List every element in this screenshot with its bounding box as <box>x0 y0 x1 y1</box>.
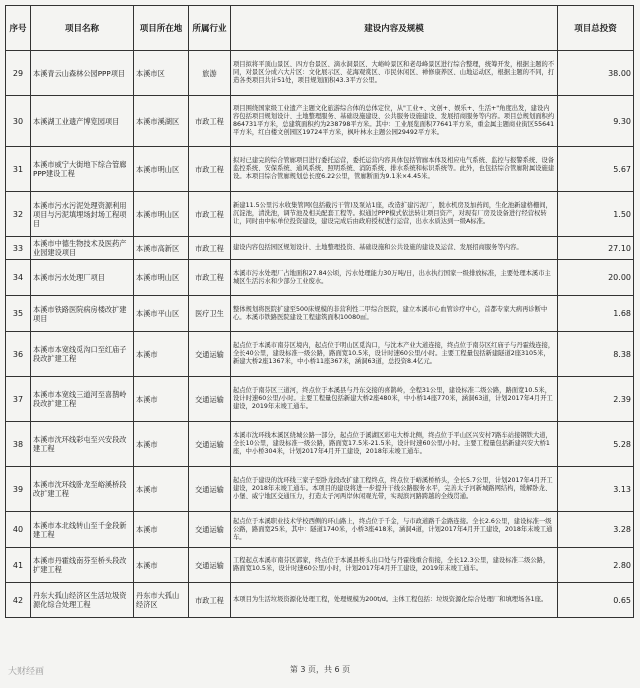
row-industry: 市政工程 <box>189 237 231 260</box>
row-industry: 市政工程 <box>189 147 231 192</box>
row-investment: 1.68 <box>558 296 634 332</box>
row-project-name: 本溪市本北线转山至千金段新建工程 <box>31 512 134 548</box>
row-project-name: 本溪青云山森林公园PPP项目 <box>31 51 134 96</box>
header-investment: 项目总投资 <box>558 6 634 51</box>
row-seq: 42 <box>6 583 31 618</box>
row-investment: 20.00 <box>558 260 634 296</box>
row-seq: 38 <box>6 422 31 467</box>
row-content: 起点位于建设的沈环线三家子至卧龙段改扩建工程终点，终点位于峪溪桥桥头，全长5.7公里，计划2017年4月开工建设，2018年末竣工通车。本项目的建设将进一步提升干线公路服务水平，完善太子河新城路网结构，缓解卧龙、小堡、威宁地区交通压力，打造太子河两岸休闲观光带，实现滨河路跨越的全线贯通。 <box>231 467 558 512</box>
row-project-name: 本溪市沈环线彩屯至兴安段改建工程 <box>31 422 134 467</box>
row-investment: 3.13 <box>558 467 634 512</box>
row-location: 本溪市溪湖区 <box>134 96 189 147</box>
table-row <box>6 583 634 618</box>
row-project-name: 本溪市污水污泥处理资源利用项目与污泥填埋场封场工程项目 <box>31 192 134 237</box>
row-project-name: 本溪市本宽线三道河至喜鹊岭段改扩建工程 <box>31 377 134 422</box>
row-location: 本溪市 <box>134 467 189 512</box>
table-row <box>6 237 634 260</box>
row-content: 项目拟将平顶山景区、四方台景区、滴水洞景区、大峪岭景区和老母峰景区进行综合整理，统筹开发，根据主题的不同，对景区分成六大片区：文化展示区、花海观赏区、市民休闲区、禅修康养区、山地运动区，根据主题的不同，打造各类项目共计51处，项目规划面积43.3平方公里。 <box>231 51 558 96</box>
row-seq: 32 <box>6 192 31 237</box>
row-seq: 40 <box>6 512 31 548</box>
row-content: 项目围绕国家级工业遗产主题文化旅游综合体的总体定位，从"工业+、文创+、娱乐+、生活+"角度出发，建设内容包括项目规划设计、土地整理服务、基础设施建设、公共服务设施建设、发展招商服务等内容。项目总规划面积约864731平方米，总建筑面积约为238798平方米。其中：工业展览面积77641平方米，重金属主题商业街区55641平方米，红白楼文创园区19724平方米，枫叶林水主题公园29492平方米。 <box>231 96 558 147</box>
row-industry: 交通运输 <box>189 512 231 548</box>
row-project-name: 本溪湖工业遗产博览园项目 <box>31 96 134 147</box>
row-content: 工程起点本溪市南芬区郭家，终点位于本溪县桥头出口处与丹霍线重合衔接，全长12.3公里，建设标准二级公路，路面宽10.5米，设计时速60公里/小时，计划2017年4月开工建设，2019年末竣工通车。 <box>231 548 558 583</box>
row-industry: 旅游 <box>189 51 231 96</box>
row-industry: 医疗卫生 <box>189 296 231 332</box>
row-seq: 29 <box>6 51 31 96</box>
table-row <box>6 332 634 377</box>
row-project-name: 本溪市沈环线卧龙至峪溪桥段改扩建工程 <box>31 467 134 512</box>
row-location: 本溪市平山区 <box>134 296 189 332</box>
row-location: 本溪市明山区 <box>134 147 189 192</box>
row-seq: 30 <box>6 96 31 147</box>
row-project-name: 本溪市中德生物技术及医药产业园建设项目 <box>31 237 134 260</box>
row-project-name: 本溪市丹霍线南芬至桥头段改扩建工程 <box>31 548 134 583</box>
header-industry: 所属行业 <box>189 6 231 51</box>
row-investment: 5.28 <box>558 422 634 467</box>
table-row <box>6 96 634 147</box>
table-row <box>6 147 634 192</box>
row-content: 新建11.5公里污水收集管网(包括截污干管)及泵站1座，改造扩建污泥厂，脱水机房及加药间，生化池新建格栅间，沉淀池，清洗池，调节池及相关配套工程等。拟通过PPP模式依法转让项目资产，对现有厂房及设备进行经营权转让，同时由中标单位投资建设，建设完成后由政府授权进行运营，出水水质达到一级A标准。 <box>231 192 558 237</box>
table-row <box>6 192 634 237</box>
row-investment: 0.65 <box>558 583 634 618</box>
row-investment: 2.39 <box>558 377 634 422</box>
row-location: 本溪市 <box>134 332 189 377</box>
row-project-name: 本溪市铁路医院病房楼改扩建项目 <box>31 296 134 332</box>
table-row <box>6 467 634 512</box>
row-project-name: 本溪市污水处理厂项目 <box>31 260 134 296</box>
row-industry: 交通运输 <box>189 548 231 583</box>
row-industry: 交通运输 <box>189 332 231 377</box>
table-row <box>6 512 634 548</box>
row-investment: 38.00 <box>558 51 634 96</box>
row-investment: 3.28 <box>558 512 634 548</box>
header-name: 项目名称 <box>31 6 134 51</box>
row-location: 丹东市大孤山经济区 <box>134 583 189 618</box>
row-project-name: 本溪市威宁大街地下综合管廊PPP建设工程 <box>31 147 134 192</box>
row-industry: 市政工程 <box>189 583 231 618</box>
row-seq: 35 <box>6 296 31 332</box>
row-industry: 交通运输 <box>189 467 231 512</box>
row-seq: 36 <box>6 332 31 377</box>
row-investment: 1.50 <box>558 192 634 237</box>
row-investment: 8.38 <box>558 332 634 377</box>
row-investment: 2.80 <box>558 548 634 583</box>
row-industry: 市政工程 <box>189 96 231 147</box>
row-seq: 39 <box>6 467 31 512</box>
table-header-row <box>6 6 634 51</box>
row-content: 整体规划将医院扩建至500床规模的非营利性二甲综合医院，建立本溪市心血管诊疗中心，首都专家大病再诊断中心。本溪市铁路医院建设工程建筑面积10080㎡。 <box>231 296 558 332</box>
row-content: 建设内容包括园区规划设计、土地整理投资、基础设施和公共设施的建设及运营、发展招商服务等内容。 <box>231 237 558 260</box>
row-location: 本溪市区 <box>134 51 189 96</box>
table-row <box>6 296 634 332</box>
header-content: 建设内容及规模 <box>231 6 558 51</box>
row-location: 本溪市高新区 <box>134 237 189 260</box>
row-investment: 5.67 <box>558 147 634 192</box>
project-table <box>5 5 634 618</box>
table-row <box>6 377 634 422</box>
row-content: 本溪市沈环线本溪区绕城公路一部分，起点位于溪湖区彩屯大桥北侧，终点位于平山区兴安村7路车站接钢铁大道，全长10公里，建设标准一级公路，路面宽17.5米-21.5米，设计时速60公里/小时。主要工程量包括新建兴安大桥1座，中小桥304米，计划2017年4月开工建设，2018年末竣工通车。 <box>231 422 558 467</box>
header-seq: 序号 <box>6 6 31 51</box>
row-industry: 市政工程 <box>189 192 231 237</box>
row-location: 本溪市 <box>134 512 189 548</box>
row-location: 本溪市 <box>134 548 189 583</box>
row-content: 本项目为生活垃圾资源化处理工程，处理规模为200t/d。主体工程包括：垃圾资源化综合处理厂和填埋场各1座。 <box>231 583 558 618</box>
page-footer: 第 3 页，共 6 页 <box>289 665 351 674</box>
table-row <box>6 260 634 296</box>
row-seq: 33 <box>6 237 31 260</box>
table-row <box>6 422 634 467</box>
row-location: 本溪市明山区 <box>134 192 189 237</box>
row-seq: 41 <box>6 548 31 583</box>
row-location: 本溪市明山区 <box>134 260 189 296</box>
row-content: 本溪市污水处理厂占地面积27.84公顷，污水处理能力30万吨/日，出水执行国家一级排放标准，主要处理本溪市主城区生活污水和少部分工业废水。 <box>231 260 558 296</box>
header-location: 项目所在地 <box>134 6 189 51</box>
row-content: 起点位于本溪市南芬区境内，起点位于明山区觅沟口，与沈本产业大道连接，终点位于南芬区红庙子与丹霍线连接，全长40公里，建设标准一级公路，路面宽10.5米，设计时速60公里/小时。主要工程量包括新建隧道2座3105米，新建大桥2座1367米，中小桥11座367米，涵洞63道，总投资8.4亿元。 <box>231 332 558 377</box>
row-project-name: 丹东大孤山经济区生活垃圾资源化综合处理工程 <box>31 583 134 618</box>
row-seq: 31 <box>6 147 31 192</box>
row-investment: 9.30 <box>558 96 634 147</box>
row-seq: 37 <box>6 377 31 422</box>
row-industry: 市政工程 <box>189 260 231 296</box>
row-location: 本溪市 <box>134 377 189 422</box>
row-content: 拟对已建完的综合管廊项目进行委托运营，委托运营内容具体包括管廊本体及相应电气系统、监控与报警系统、设备监控系统、安保系统、通风系统、照明系统、消防系统、排水系统和标识系统等。此外，也包括综合管廊附属设施建设。本项目综合管廊规划总长度6.22公里，管廊断面为9.1米×4.45米。 <box>231 147 558 192</box>
row-project-name: 本溪市本宽线觅沟口至红庙子段改扩建工程 <box>31 332 134 377</box>
row-investment: 27.10 <box>558 237 634 260</box>
table-row <box>6 51 634 96</box>
row-location: 本溪市 <box>134 422 189 467</box>
row-industry: 交通运输 <box>189 422 231 467</box>
row-content: 起点位于本溪职业技术学校西侧的环山路上，终点位于千金，与市政道路千金路连接。全长2.6公里，建设标准一级公路，路面宽25米，其中：隧道1740米，小桥3座418米，涵洞4道，计划2017年4月开工建设，2018年末竣工通车。 <box>231 512 558 548</box>
row-seq: 34 <box>6 260 31 296</box>
watermark: 大财经画 <box>8 667 45 677</box>
row-industry: 交通运输 <box>189 377 231 422</box>
table-row <box>6 548 634 583</box>
row-content: 起点位于南芬区三道河，终点位于本溪县与丹东交接的喜鹊岭，全程31公里，建设标准二级公路，路面宽10.5米，设计时速60公里/小时。主要工程量包括新建大桥2座480米，中小桥14座770米，涵洞63道，计划2017年4月开工建设，2019年末竣工通车。 <box>231 377 558 422</box>
